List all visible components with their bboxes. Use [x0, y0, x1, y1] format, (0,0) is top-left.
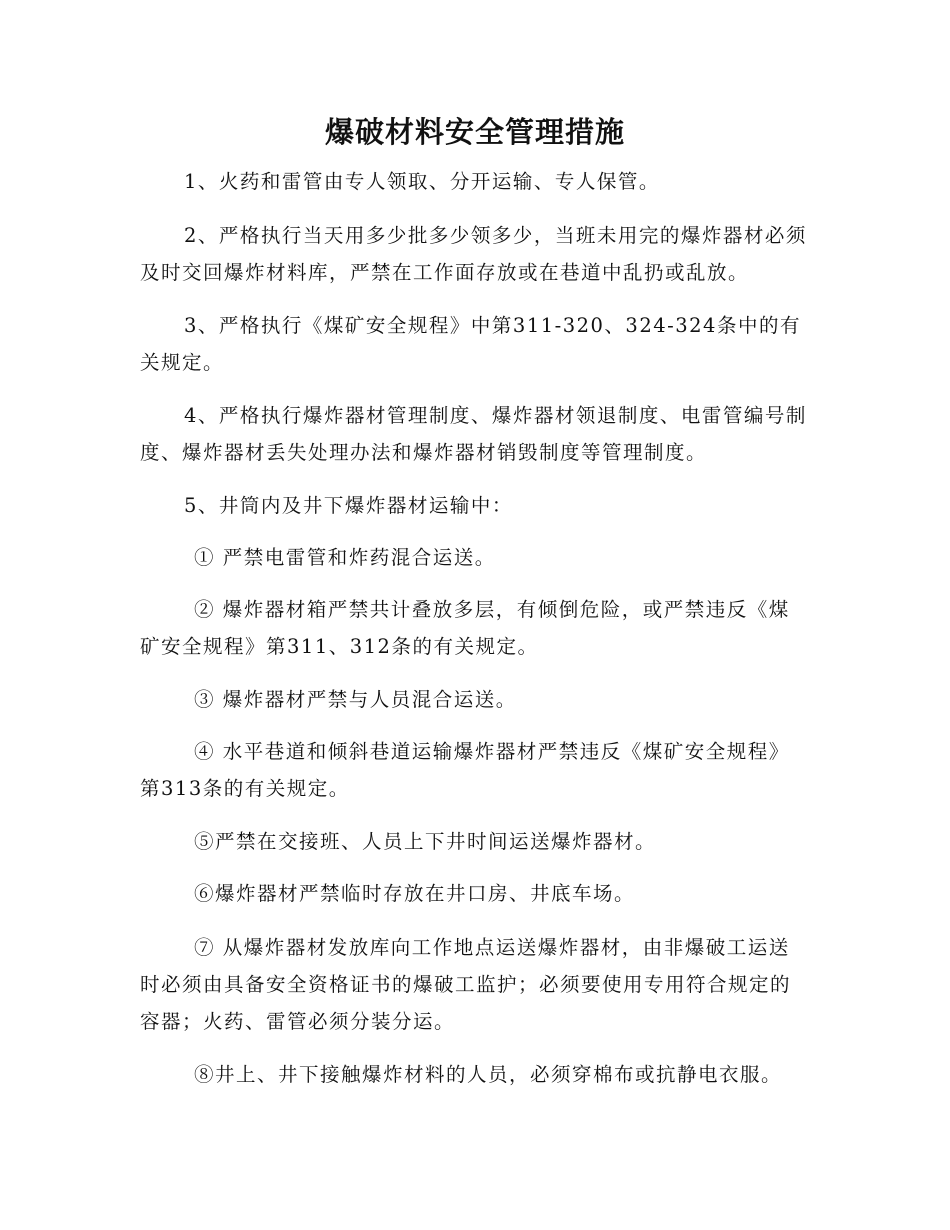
list-item-1: ① 严禁电雷管和炸药混合运送。	[194, 546, 496, 569]
list-item-2: ② 爆炸器材箱严禁共计叠放多层，有倾倒危险，或严禁违反《煤矿安全规程》第311、312条的有关规定。	[140, 598, 790, 658]
paragraph-1: 1、火药和雷管由专人领取、分开运输、专人保管。	[184, 170, 660, 193]
document-title: 爆破材料安全管理措施	[324, 115, 625, 149]
list-item-8: ⑧井上、井下接触爆炸材料的人员，必须穿棉布或抗静电衣服。	[194, 1063, 783, 1086]
paragraph-3: 3、严格执行《煤矿安全规程》中第311-320、324-324条中的有关规定。	[140, 314, 801, 374]
list-item-6: ⑥爆炸器材严禁临时存放在井口房、井底车场。	[194, 882, 636, 905]
paragraph-2: 2、严格执行当天用多少批多少领多少，当班未用完的爆炸器材必须及时交回爆炸材料库，严禁在工作面存放或在巷道中乱扔或乱放。	[140, 224, 807, 284]
paragraph-5: 5、井筒内及井下爆炸器材运输中：	[184, 494, 513, 517]
list-item-3: ③ 爆炸器材严禁与人员混合运送。	[194, 688, 517, 711]
list-item-7: ⑦ 从爆炸器材发放库向工作地点运送爆炸器材，由非爆破工运送时必须由具备安全资格证书的爆破工监护；必须要使用专用符合规定的容器；火药、雷管必须分装分运。	[140, 936, 792, 1033]
list-item-4: ④ 水平巷道和倾斜巷道运输爆炸器材严禁违反《煤矿安全规程》第313条的有关规定。	[140, 740, 790, 800]
paragraph-4: 4、严格执行爆炸器材管理制度、爆炸器材领退制度、电雷管编号制度、爆炸器材丢失处理办法和爆炸器材销毁制度等管理制度。	[140, 404, 807, 464]
list-item-5: ⑤严禁在交接班、人员上下井时间运送爆炸器材。	[194, 830, 657, 853]
